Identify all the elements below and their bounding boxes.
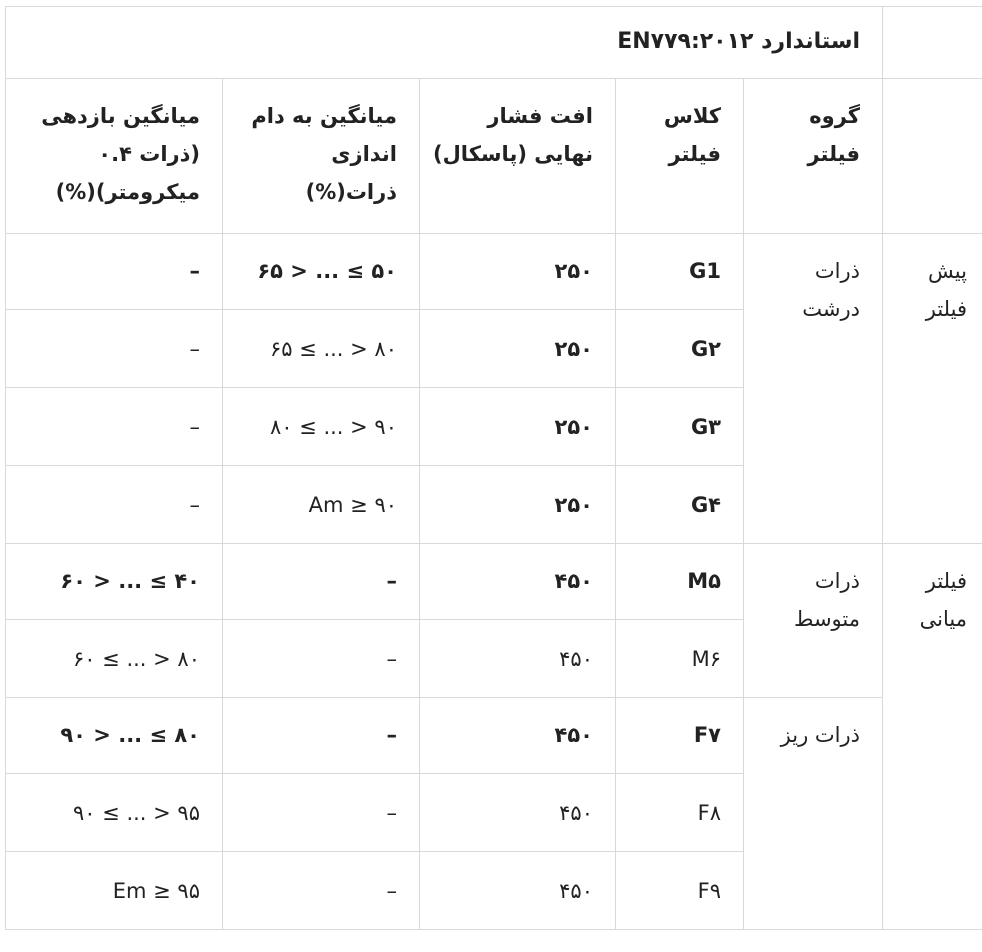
header-filter-group: گروه فیلتر: [744, 79, 883, 234]
class-cell: M۵: [616, 544, 744, 620]
pressure-cell: ۲۵۰: [420, 310, 616, 388]
efficiency-cell: ۶۰ ≤ ... > ۸۰: [72, 647, 200, 671]
arrestance-cell: –: [223, 774, 420, 852]
subgroup-cell-fine: ذرات ریز: [744, 698, 883, 930]
class-cell: G1: [616, 234, 744, 310]
arrestance-cell: –: [223, 544, 420, 620]
header-row: [6, 79, 982, 234]
pressure-cell: ۲۵۰: [420, 466, 616, 544]
efficiency-cell: –: [6, 310, 223, 388]
arrestance-cell: ۶۵ ≤ ... > ۸۰: [269, 337, 397, 361]
class-cell: G۲: [616, 310, 744, 388]
subgroup-cell-medium: ذرات متوسط: [744, 544, 883, 698]
arrestance-cell: ۸۰ ≤ ... > ۹۰: [269, 415, 397, 439]
pressure-cell: ۴۵۰: [420, 620, 616, 698]
pressure-cell: ۴۵۰: [420, 852, 616, 930]
efficiency-cell: –: [6, 388, 223, 466]
header-filter-class: کلاس فیلتر: [616, 79, 744, 234]
arrestance-cell: –: [223, 698, 420, 774]
group-cell-medium-filter: فیلتر میانی: [883, 544, 982, 930]
header-arrestance: میانگین به دام اندازی ذرات(%): [223, 79, 420, 234]
header-pressure-drop: افت فشار نهایی (پاسکال): [420, 79, 616, 234]
pressure-cell: ۲۵۰: [420, 388, 616, 466]
filter-standard-table-wrapper: [5, 6, 982, 930]
filter-standard-table: [5, 6, 982, 930]
efficiency-cell: ۶۰ > ... ≤ ۴۰: [60, 569, 200, 593]
pressure-cell: ۴۵۰: [420, 774, 616, 852]
table-row: [6, 234, 982, 310]
class-cell: F۹: [616, 852, 744, 930]
efficiency-cell: ۹۰ > ... ≤ ۸۰: [60, 723, 200, 747]
arrestance-cell: –: [223, 620, 420, 698]
empty-corner-cell: [883, 7, 982, 79]
group-cell-prefilter: پیش فیلتر: [883, 234, 982, 544]
arrestance-cell: Am ≥ ۹۰: [308, 493, 397, 517]
arrestance-cell: ۶۵ > ... ≤ ۵۰: [257, 259, 397, 283]
header-efficiency: میانگین بازدهی (ذرات ۰.۴ میکرومتر)(%): [6, 79, 223, 234]
efficiency-cell: –: [6, 234, 223, 310]
class-cell: M۶: [616, 620, 744, 698]
table-title: استاندارد EN۷۷۹:۲۰۱۲: [6, 7, 883, 79]
efficiency-cell: ۹۰ ≤ ... > ۹۵: [72, 801, 200, 825]
header-empty-cell: [883, 79, 982, 234]
class-cell: G۳: [616, 388, 744, 466]
class-cell: F۷: [616, 698, 744, 774]
class-cell: F۸: [616, 774, 744, 852]
pressure-cell: ۲۵۰: [420, 234, 616, 310]
table-row: [6, 544, 982, 620]
title-row: [6, 7, 982, 79]
efficiency-cell: Em ≥ ۹۵: [112, 879, 200, 903]
pressure-cell: ۴۵۰: [420, 698, 616, 774]
table-row: [6, 698, 982, 774]
subgroup-cell-coarse: ذرات درشت: [744, 234, 883, 544]
arrestance-cell: –: [223, 852, 420, 930]
class-cell: G۴: [616, 466, 744, 544]
efficiency-cell: –: [6, 466, 223, 544]
pressure-cell: ۴۵۰: [420, 544, 616, 620]
